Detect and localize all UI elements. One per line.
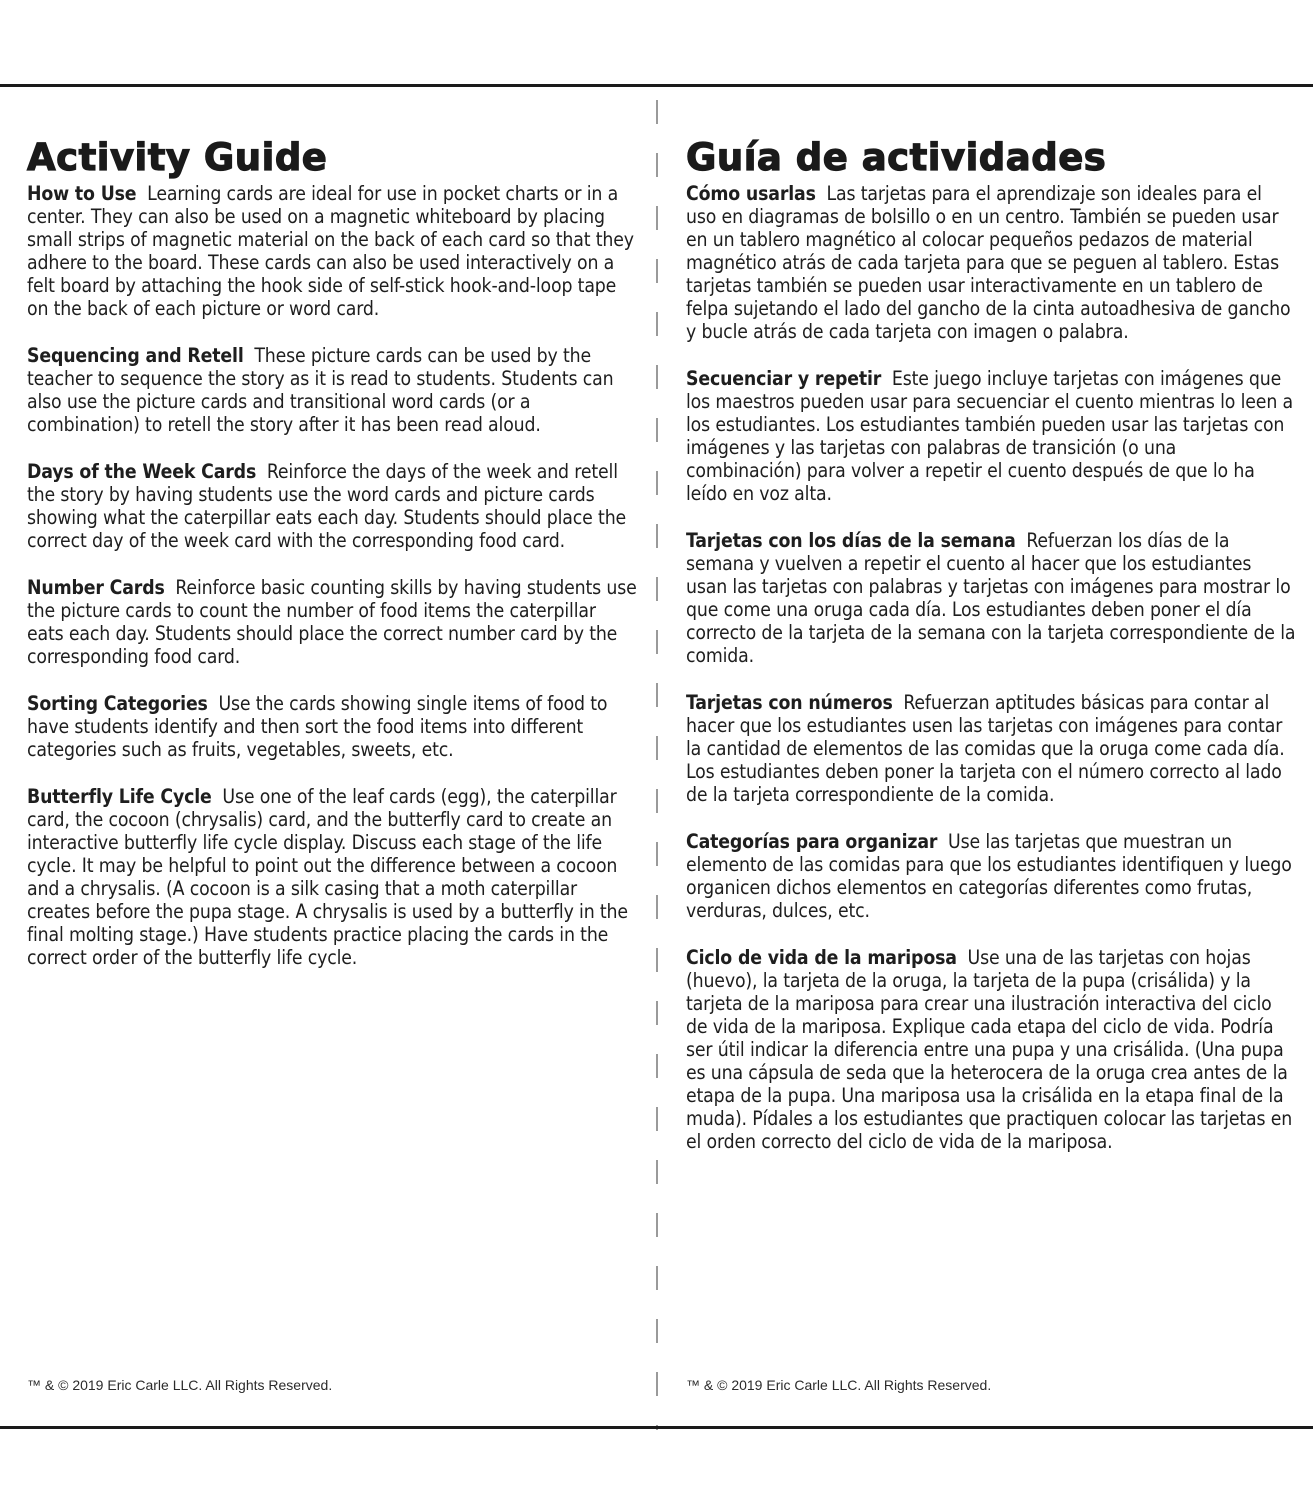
section-heading: Sorting Categories xyxy=(27,692,208,715)
section-heading: How to Use xyxy=(27,182,137,205)
section-heading: Categorías para organizar xyxy=(686,830,938,853)
section-text: Refuerzan los días de la semana y vuelven a repetir el cuento al hacer que los estudiantes usan las tarjetas con palabras y tarjetas con imágenes para mostrar lo que come una oruga cada día. Los estudiantes deben poner el día correcto de la tarjeta de la semana con la tarjeta correspondiente de la comida. xyxy=(686,529,1296,667)
section-text: Este juego incluye tarjetas con imágenes que los maestros pueden usar para secuenciar el cuento mientras lo leen a los estudiantes. Los estudiantes también pueden usar las tarjetas con imágenes y las tarjetas con palabras de transición (o una combinación) para volver a repetir el cuento después de que lo ha leído en voz alta. xyxy=(686,367,1294,505)
english-section-how-to-use xyxy=(27,182,637,320)
english-copyright: ™ & © 2019 Eric Carle LLC. All Rights Reserved. xyxy=(27,1377,333,1393)
spanish-section-como-usarlas xyxy=(686,182,1296,343)
section-text: Use one of the leaf cards (egg), the caterpillar card, the cocoon (chrysalis) card, and the butterfly card to create an interactive butterfly life cycle display. Discuss each stage of the life cycle. It may be helpful to point out the difference between a cocoon and a chrysalis. (A cocoon is a silk casing that a moth caterpillar creates before the pupa stage. A chrysalis is used by a butterfly in the final molting stage.) Have students practice placing the cards in the correct order of the butterfly life cycle. xyxy=(27,785,628,969)
spanish-section-numeros xyxy=(686,691,1296,806)
section-text: Learning cards are ideal for use in pocket charts or in a center. They can also be used on a magnetic whiteboard by placing small strips of magnetic material on the back of each card so that they adhere to the board. These cards can also be used interactively on a felt board by attaching the hook side of self-stick hook-and-loop tape on the back of each picture or word card. xyxy=(27,182,634,320)
english-title: Activity Guide xyxy=(27,136,328,179)
spanish-section-dias xyxy=(686,529,1296,667)
section-text: Reinforce basic counting skills by having students use the picture cards to count the number of food items the caterpillar eats each day. Students should place the correct number card by the corresponding food card. xyxy=(27,576,637,668)
spanish-column xyxy=(686,138,1296,1177)
section-heading: Sequencing and Retell xyxy=(27,344,244,367)
section-heading: Tarjetas con números xyxy=(686,691,893,714)
section-text: Las tarjetas para el aprendizaje son ideales para el uso en diagramas de bolsillo o en un centro. También se pueden usar en un tablero magnético al colocar pequeños pedazos de material magnético atrás de cada tarjeta para que se peguen al tablero. Estas tarjetas también se pueden usar interactivamente en un tablero de felpa sujetando el lado del gancho de la cinta autoadhesiva de gancho y bucle atrás de cada tarjeta con imagen o palabra. xyxy=(686,182,1291,343)
section-heading: Secuenciar y repetir xyxy=(686,367,882,390)
section-heading: Cómo usarlas xyxy=(686,182,816,205)
section-heading: Tarjetas con los días de la semana xyxy=(686,529,1016,552)
english-column xyxy=(27,138,637,993)
english-section-sorting xyxy=(27,692,637,761)
section-text: These picture cards can be used by the teacher to sequence the story as it is read to students. Students can also use the picture cards and transitional word cards (or a combination) to retell the story after it has been read aloud. xyxy=(27,344,614,436)
section-text: Reinforce the days of the week and retell the story by having students use the word cards and picture cards showing what the caterpillar eats each day. Students should place the correct day of the week card with the corresponding food card. xyxy=(27,460,627,552)
section-heading: Number Cards xyxy=(27,576,165,599)
spanish-section-categorias xyxy=(686,830,1296,922)
spanish-copyright: ™ & © 2019 Eric Carle LLC. All Rights Reserved. xyxy=(686,1377,992,1393)
bottom-rule xyxy=(0,1426,1313,1429)
top-rule xyxy=(0,84,1313,87)
section-text: Use una de las tarjetas con hojas (huevo), la tarjeta de la oruga, la tarjeta de la pupa (crisálida) y la tarjeta de la mariposa para crear una ilustración interactiva del ciclo de vida de la mariposa. Explique cada etapa del ciclo de vida. Podría ser útil indicar la diferencia entre una pupa y una crisálida. (Una pupa es una cápsula de seda que la heterocera de la oruga crea antes de la etapa de la pupa. Una mariposa usa la crisálida en la etapa final de la muda). Pídales a los estudiantes que practiquen colocar las tarjetas en el orden correcto del ciclo de vida de la mariposa. xyxy=(686,946,1293,1153)
fold-divider xyxy=(656,100,658,1430)
section-text: Use the cards showing single items of food to have students identify and then sort the food items into different categories such as fruits, vegetables, sweets, etc. xyxy=(27,692,608,761)
section-heading: Ciclo de vida de la mariposa xyxy=(686,946,957,969)
spanish-section-ciclo xyxy=(686,946,1296,1153)
english-section-days xyxy=(27,460,637,552)
spanish-section-secuenciar xyxy=(686,367,1296,505)
spanish-title: Guía de actividades xyxy=(686,136,1107,179)
english-section-life-cycle xyxy=(27,785,637,969)
section-heading: Butterfly Life Cycle xyxy=(27,785,212,808)
section-heading: Days of the Week Cards xyxy=(27,460,257,483)
section-text: Refuerzan aptitudes básicas para contar al hacer que los estudiantes usen las tarjetas con imágenes para contar la cantidad de elementos de las comidas que la oruga come cada día. Los estudiantes deben poner la tarjeta con el número correcto al lado de la tarjeta correspondiente de la comida. xyxy=(686,691,1285,806)
english-section-sequencing xyxy=(27,344,637,436)
section-text: Use las tarjetas que muestran un elemento de las comidas para que los estudiantes identifiquen y luego organicen dichos elementos en categorías diferentes como frutas, verduras, dulces, etc. xyxy=(686,830,1292,922)
english-section-numbers xyxy=(27,576,637,668)
